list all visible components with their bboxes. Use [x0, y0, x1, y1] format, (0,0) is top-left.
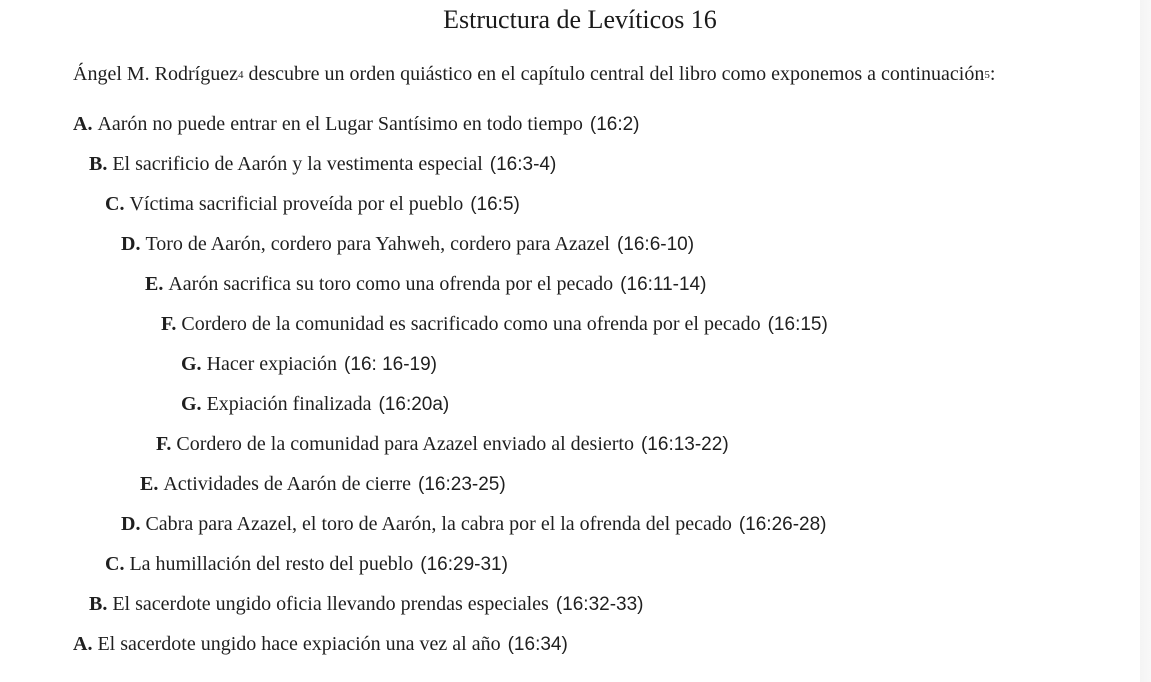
- item-letter: F.: [156, 433, 172, 455]
- footnote-marker-5[interactable]: 5: [984, 69, 990, 81]
- item-reference: (16:34): [507, 634, 568, 655]
- item-letter: B.: [89, 153, 108, 175]
- chiasm-item-f1: [161, 308, 828, 340]
- chiasm-item-e1: [145, 268, 706, 300]
- item-letter: G.: [181, 353, 202, 375]
- item-reference: (16:13-22): [640, 434, 729, 455]
- item-letter: D.: [121, 513, 141, 535]
- chiasm-item-d1: [121, 228, 694, 260]
- chiasm-item-f2: [156, 428, 729, 460]
- item-reference: (16:23-25): [418, 474, 506, 495]
- page-title: Estructura de Levíticos 16: [443, 5, 717, 34]
- item-letter: D.: [121, 233, 141, 255]
- item-reference: (16:11-14): [620, 274, 707, 295]
- item-letter: G.: [181, 393, 202, 415]
- item-text: El sacerdote ungido oficia llevando prendas especiales: [112, 593, 549, 615]
- item-reference: (16:6-10): [616, 234, 695, 255]
- item-text: Toro de Aarón, cordero para Yahweh, cordero para Azazel: [145, 233, 610, 255]
- item-text: Hacer expiación: [206, 353, 338, 375]
- item-letter: C.: [105, 193, 125, 215]
- item-text: El sacerdote ungido hace expiación una vez al año: [97, 633, 501, 655]
- chiasm-item-a2: [73, 628, 568, 660]
- item-text: Cordero de la comunidad para Azazel enviado al desierto: [176, 433, 634, 455]
- item-reference: (16:3-4): [489, 154, 557, 175]
- item-reference: (16:20a): [378, 394, 450, 415]
- item-reference: (16:32-33): [555, 594, 644, 615]
- item-reference: (16:26-28): [738, 514, 827, 535]
- chiasm-item-c2: [105, 548, 508, 580]
- item-text: Aarón no puede entrar en el Lugar Santísimo en todo tiempo: [97, 113, 583, 135]
- item-reference: (16:29-31): [420, 554, 508, 575]
- item-text: Aarón sacrifica su toro como una ofrenda por el pecado: [168, 273, 614, 295]
- item-letter: A.: [73, 113, 93, 135]
- chiasm-item-c1: [105, 188, 520, 220]
- item-letter: B.: [89, 593, 108, 615]
- intro-text-rest: descubre un orden quiástico en el capítulo central del libro como exponemos a continuación: [243, 63, 985, 85]
- item-reference: (16:15): [767, 314, 828, 335]
- item-reference: (16: 16-19): [344, 354, 437, 375]
- item-text: Víctima sacrificial proveída por el pueblo: [129, 193, 464, 215]
- item-text: Expiación finalizada: [206, 393, 372, 415]
- item-reference: (16:2): [589, 114, 640, 135]
- page-edge-shadow: [1140, 0, 1151, 682]
- item-letter: C.: [105, 553, 125, 575]
- item-text: La humillación del resto del pueblo: [129, 553, 414, 575]
- item-letter: A.: [73, 633, 93, 655]
- item-reference: (16:5): [470, 194, 520, 215]
- footnote-marker-4[interactable]: 4: [237, 69, 244, 81]
- chiasm-item-e2: [140, 468, 506, 500]
- chiasm-item-g1: [181, 348, 437, 380]
- chiasm-item-d2: [121, 508, 827, 540]
- chiasm-item-a1: [73, 108, 640, 140]
- chiasm-item-b1: [89, 148, 556, 180]
- intro-text-end: :: [989, 63, 996, 85]
- intro-text-start: Ángel M. Rodríguez: [73, 63, 238, 85]
- item-text: Cordero de la comunidad es sacrificado como una ofrenda por el pecado: [181, 313, 761, 335]
- item-letter: E.: [140, 473, 159, 495]
- item-letter: F.: [161, 313, 177, 335]
- intro-paragraph: [73, 60, 995, 88]
- chiasm-item-b2: [89, 588, 644, 620]
- chiasm-item-g2: [181, 388, 449, 420]
- item-letter: E.: [145, 273, 164, 295]
- item-text: Actividades de Aarón de cierre: [163, 473, 412, 495]
- item-text: El sacrificio de Aarón y la vestimenta especial: [112, 153, 483, 175]
- item-text: Cabra para Azazel, el toro de Aarón, la cabra por el la ofrenda del pecado: [145, 513, 732, 535]
